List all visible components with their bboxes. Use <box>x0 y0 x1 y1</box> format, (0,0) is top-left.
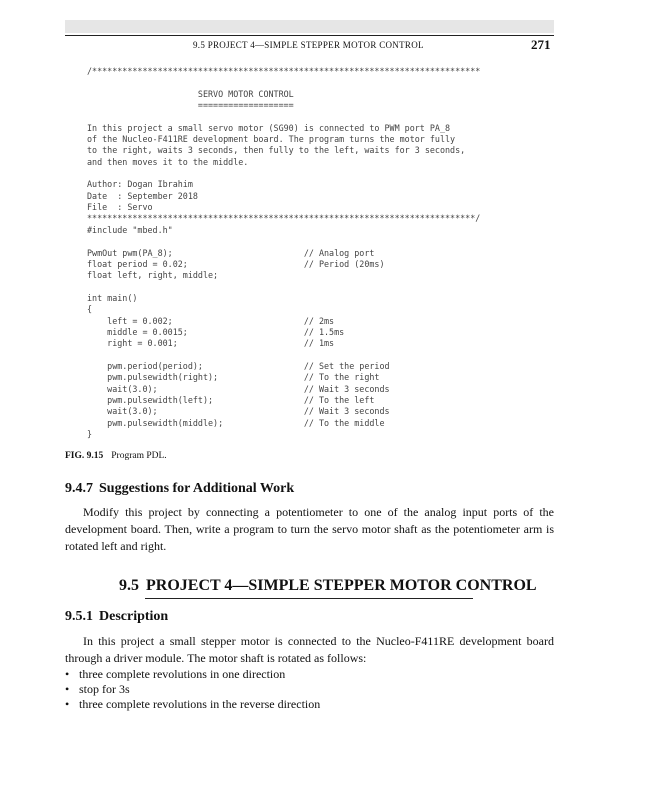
section-heading-9-5 <box>119 577 537 595</box>
code-line: middle = 0.0015; // 1.5ms <box>87 326 345 337</box>
code-line: Date : September 2018 <box>87 190 198 201</box>
paragraph-description <box>65 633 554 667</box>
top-gray-band <box>65 20 554 33</box>
figure-caption-text: Program PDL. <box>111 451 167 461</box>
code-line: pwm.pulsewidth(right); // To the right <box>87 372 380 383</box>
code-line <box>87 282 480 293</box>
section-title: PROJECT 4—SIMPLE STEPPER MOTOR CONTROL <box>146 577 537 594</box>
code-line: wait(3.0); // Wait 3 seconds <box>87 383 390 394</box>
code-line: left = 0.002; // 2ms <box>87 315 335 326</box>
code-line: #include "mbed.h" <box>87 224 173 235</box>
code-line <box>87 111 480 122</box>
code-line: to the right, waits 3 seconds, then fully to the left, waits for 3 seconds, <box>87 145 466 156</box>
code-line: right = 0.001; // 1ms <box>87 338 335 349</box>
paragraph-text: In this project a small stepper motor is connected to the Nucleo-F411RE development board through a driver module. The motor shaft is rotated as follows: <box>65 634 554 665</box>
code-line: pwm.pulsewidth(middle); // To the middle <box>87 417 385 428</box>
code-line: } <box>87 429 93 439</box>
code-line: File : Servo <box>87 202 153 213</box>
running-head: 9.5 PROJECT 4—SIMPLE STEPPER MOTOR CONTROL <box>193 40 424 50</box>
paragraph-text: Modify this project by connecting a potentiometer to one of the analog input ports of the development board. Then, write a program to turn the servo motor shaft as the potentiometer arm is rotated left and right. <box>65 505 554 553</box>
code-line: In this project a small servo motor (SG90) is connected to PWM port PA_8 <box>87 122 451 133</box>
code-line <box>87 350 480 361</box>
code-line: of the Nucleo-F411RE development board. The program turns the motor fully <box>87 134 456 145</box>
code-line <box>87 168 480 179</box>
code-line: float left, right, middle; <box>87 270 219 281</box>
code-line: PwmOut pwm(PA_8); // Analog port <box>87 247 375 258</box>
bullet-icon: • <box>65 697 70 711</box>
figure-label: FIG. 9.15 <box>65 451 104 461</box>
section-title-underline <box>145 598 473 599</box>
bullet-icon: • <box>65 667 70 681</box>
section-heading-9-4-7 <box>65 481 294 497</box>
section-number: 9.5 <box>119 577 139 594</box>
code-line: { <box>87 304 93 315</box>
code-line: pwm.pulsewidth(left); // To the left <box>87 394 375 405</box>
bullet-list <box>65 667 320 712</box>
section-heading-9-5-1 <box>65 609 168 625</box>
code-line: SERVO MOTOR CONTROL <box>87 88 294 99</box>
code-line: pwm.period(period); // Set the period <box>87 360 390 371</box>
list-item: • three complete revolutions in one direction <box>65 667 286 681</box>
section-title: Suggestions for Additional Work <box>99 481 295 496</box>
figure-caption <box>65 451 167 461</box>
section-number: 9.5.1 <box>65 609 93 624</box>
code-line: Author: Dogan Ibrahim <box>87 179 193 190</box>
code-line: /***************************************************************************** <box>87 66 481 76</box>
section-title: Description <box>99 609 169 624</box>
code-line: *****************************************************************************/ <box>87 213 481 224</box>
list-item: • stop for 3s <box>65 682 130 696</box>
bullet-icon: • <box>65 682 70 696</box>
code-listing <box>87 66 480 440</box>
code-line: wait(3.0); // Wait 3 seconds <box>87 406 390 417</box>
code-line: and then moves it to the middle. <box>87 156 249 167</box>
code-line: int main() <box>87 292 138 303</box>
code-line <box>87 236 480 247</box>
code-line: =================== <box>87 100 294 111</box>
page-number: 271 <box>531 37 551 52</box>
list-item: • three complete revolutions in the reverse direction <box>65 697 321 711</box>
section-number: 9.4.7 <box>65 481 93 496</box>
paragraph-additional-work <box>65 504 554 555</box>
header-rule <box>65 35 554 36</box>
code-line: float period = 0.02; // Period (20ms) <box>87 258 385 269</box>
code-line <box>87 77 480 88</box>
